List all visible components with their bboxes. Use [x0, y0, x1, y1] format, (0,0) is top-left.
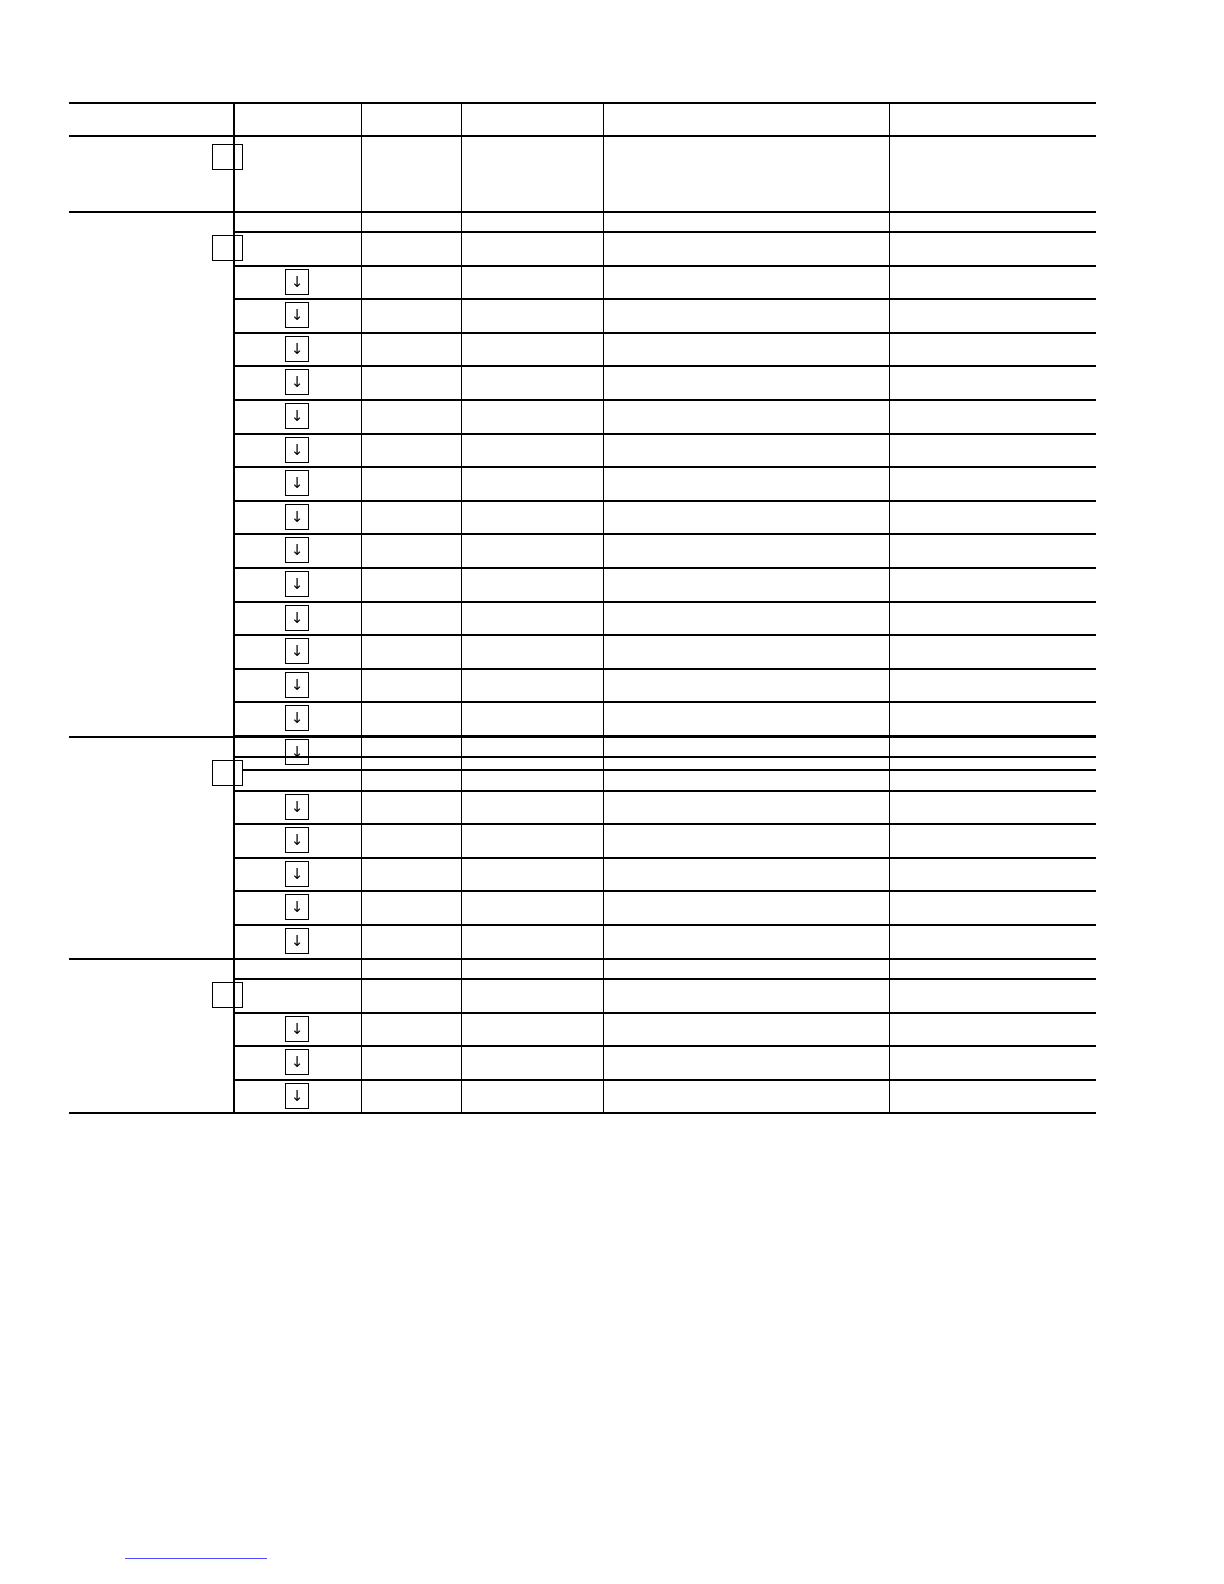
- down-arrow-icon: ↓: [290, 743, 304, 761]
- row-rule: [233, 567, 1096, 569]
- down-arrow-key-icon: [285, 928, 309, 954]
- section-top-rule: [69, 958, 1096, 960]
- down-arrow-icon: ↓: [290, 575, 304, 593]
- row-rule: [233, 1012, 1096, 1014]
- down-arrow-icon: ↓: [290, 339, 304, 358]
- section-sub-rule: [233, 978, 1096, 980]
- row-rule: [233, 890, 1096, 892]
- down-arrow-icon: ↓: [290, 932, 304, 950]
- down-arrow-icon: ↓: [290, 709, 304, 728]
- column-divider: [603, 102, 604, 1112]
- down-arrow-icon: ↓: [290, 541, 304, 560]
- down-arrow-icon: ↓: [290, 608, 304, 627]
- key-box: [212, 144, 243, 170]
- down-arrow-key-icon: [285, 894, 309, 920]
- down-arrow-key-icon: [285, 269, 309, 295]
- down-arrow-key-icon: [285, 739, 309, 765]
- down-arrow-key-icon: [285, 302, 309, 328]
- row-rule: [233, 500, 1096, 502]
- column-divider: [233, 102, 235, 1112]
- down-arrow-icon: ↓: [290, 440, 304, 459]
- row-rule: [233, 857, 1096, 859]
- row-rule: [233, 924, 1096, 926]
- down-arrow-key-icon: [285, 861, 309, 887]
- section-sub-rule: [233, 756, 1096, 758]
- row-rule: [233, 823, 1096, 825]
- row-rule: [233, 701, 1096, 703]
- down-arrow-key-icon: [285, 571, 309, 597]
- down-arrow-key-icon: [285, 1083, 309, 1109]
- down-arrow-key-icon: [285, 794, 309, 820]
- down-arrow-icon: ↓: [290, 306, 304, 325]
- down-arrow-icon: ↓: [290, 407, 304, 425]
- section-sub-rule: [233, 231, 1096, 233]
- column-divider: [461, 102, 462, 1112]
- section-top-rule: [69, 736, 1096, 738]
- footnote-rule: [125, 1558, 267, 1559]
- down-arrow-icon: ↓: [290, 1086, 304, 1105]
- down-arrow-key-icon: [285, 336, 309, 362]
- row-rule: [233, 1045, 1096, 1047]
- header-bottom-rule: [69, 135, 1096, 137]
- row-rule: [233, 1079, 1096, 1081]
- row-rule: [233, 634, 1096, 636]
- section-top-rule: [69, 211, 1096, 213]
- down-arrow-key-icon: [285, 1016, 309, 1042]
- table-top-rule: [69, 102, 1096, 104]
- row-rule: [233, 790, 1096, 792]
- down-arrow-key-icon: [285, 369, 309, 395]
- down-arrow-key-icon: [285, 827, 309, 853]
- down-arrow-key-icon: [285, 705, 309, 731]
- down-arrow-key-icon: [285, 437, 309, 463]
- down-arrow-key-icon: [285, 1049, 309, 1075]
- row-rule: [233, 399, 1096, 401]
- down-arrow-icon: ↓: [290, 675, 304, 694]
- table-bottom-rule: [69, 1112, 1096, 1114]
- down-arrow-icon: ↓: [290, 272, 304, 291]
- row-rule: [233, 466, 1096, 468]
- down-arrow-icon: ↓: [290, 898, 304, 917]
- down-arrow-key-icon: [285, 504, 309, 530]
- key-box: [212, 760, 243, 786]
- key-box: [212, 982, 243, 1008]
- down-arrow-icon: ↓: [290, 373, 304, 392]
- row-rule: [233, 433, 1096, 435]
- row-rule: [233, 365, 1096, 367]
- down-arrow-icon: ↓: [290, 797, 304, 816]
- down-arrow-key-icon: [285, 638, 309, 664]
- row-rule: [233, 265, 1096, 267]
- down-arrow-icon: ↓: [290, 831, 304, 850]
- down-arrow-key-icon: [285, 605, 309, 631]
- row-rule: [233, 601, 1096, 603]
- column-divider: [361, 102, 362, 1112]
- column-divider: [889, 102, 890, 1112]
- down-arrow-icon: ↓: [290, 474, 304, 493]
- down-arrow-key-icon: [285, 470, 309, 496]
- down-arrow-icon: ↓: [290, 507, 304, 526]
- down-arrow-icon: ↓: [290, 1053, 304, 1072]
- down-arrow-icon: ↓: [290, 1019, 304, 1038]
- parameter-table: [69, 102, 1096, 1114]
- down-arrow-icon: ↓: [290, 864, 304, 883]
- row-rule: [233, 668, 1096, 670]
- row-rule: [233, 298, 1096, 300]
- row-rule: [233, 332, 1096, 334]
- down-arrow-key-icon: [285, 537, 309, 563]
- down-arrow-icon: ↓: [290, 642, 304, 661]
- down-arrow-key-icon: [285, 672, 309, 698]
- row-rule: [233, 769, 1096, 771]
- row-rule: [233, 533, 1096, 535]
- down-arrow-key-icon: [285, 403, 309, 429]
- key-box: [212, 235, 243, 261]
